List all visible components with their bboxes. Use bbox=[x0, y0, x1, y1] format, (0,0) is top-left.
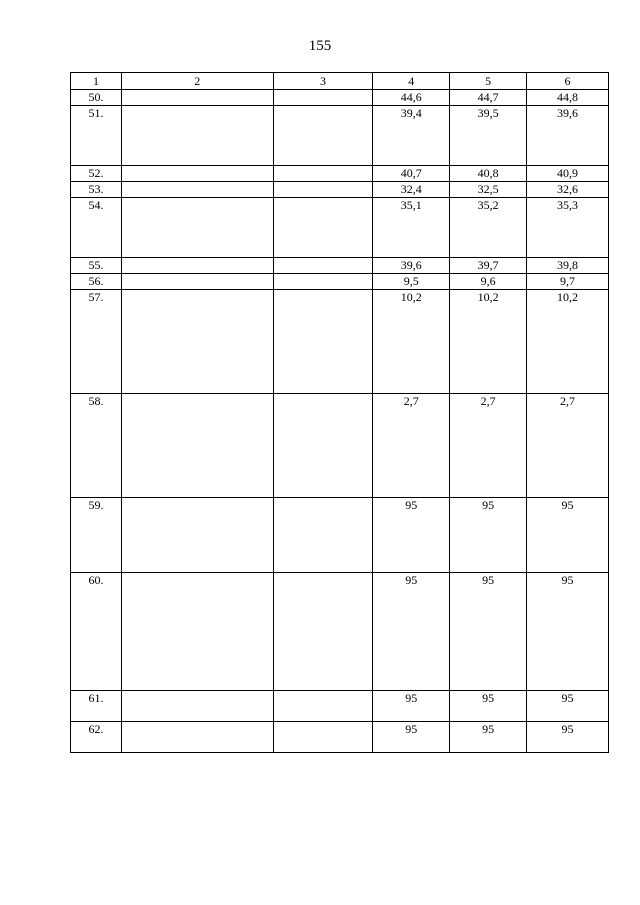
header-col-2: 2 bbox=[121, 73, 273, 90]
row-value-4: 9,5 bbox=[373, 274, 450, 290]
row-value-4: 95 bbox=[373, 691, 450, 722]
table-row bbox=[71, 573, 609, 691]
row-value-6: 32,6 bbox=[527, 182, 609, 198]
row-description bbox=[121, 106, 273, 166]
header-col-3: 3 bbox=[273, 73, 373, 90]
row-number: 53. bbox=[71, 182, 122, 198]
row-value-4: 44,6 bbox=[373, 90, 450, 106]
row-unit bbox=[273, 198, 373, 258]
row-unit bbox=[273, 166, 373, 182]
row-value-4: 32,4 bbox=[373, 182, 450, 198]
table-row bbox=[71, 258, 609, 274]
row-value-6: 35,3 bbox=[527, 198, 609, 258]
row-number: 58. bbox=[71, 394, 122, 498]
row-value-5: 95 bbox=[450, 498, 527, 573]
row-value-6: 39,6 bbox=[527, 106, 609, 166]
row-unit bbox=[273, 258, 373, 274]
row-value-6: 95 bbox=[527, 573, 609, 691]
row-unit bbox=[273, 182, 373, 198]
row-value-4: 10,2 bbox=[373, 290, 450, 394]
row-unit bbox=[273, 274, 373, 290]
table-row bbox=[71, 182, 609, 198]
row-number: 59. bbox=[71, 498, 122, 573]
row-description bbox=[121, 198, 273, 258]
row-unit bbox=[273, 394, 373, 498]
row-unit bbox=[273, 498, 373, 573]
row-value-4: 2,7 bbox=[373, 394, 450, 498]
row-number: 56. bbox=[71, 274, 122, 290]
row-value-6: 95 bbox=[527, 498, 609, 573]
row-description bbox=[121, 258, 273, 274]
table-row bbox=[71, 394, 609, 498]
row-unit bbox=[273, 722, 373, 753]
row-value-4: 40,7 bbox=[373, 166, 450, 182]
row-value-4: 95 bbox=[373, 573, 450, 691]
row-value-5: 95 bbox=[450, 722, 527, 753]
table-row bbox=[71, 722, 609, 753]
row-value-4: 95 bbox=[373, 498, 450, 573]
row-value-6: 95 bbox=[527, 691, 609, 722]
row-value-5: 95 bbox=[450, 573, 527, 691]
row-unit bbox=[273, 106, 373, 166]
table-row bbox=[71, 290, 609, 394]
row-value-6: 95 bbox=[527, 722, 609, 753]
row-number: 55. bbox=[71, 258, 122, 274]
table-row bbox=[71, 166, 609, 182]
row-number: 51. bbox=[71, 106, 122, 166]
header-col-1: 1 bbox=[71, 73, 122, 90]
table-row bbox=[71, 106, 609, 166]
row-value-6: 9,7 bbox=[527, 274, 609, 290]
row-value-5: 39,7 bbox=[450, 258, 527, 274]
row-value-5: 40,8 bbox=[450, 166, 527, 182]
row-number: 52. bbox=[71, 166, 122, 182]
header-col-4: 4 bbox=[373, 73, 450, 90]
row-number: 50. bbox=[71, 90, 122, 106]
row-unit bbox=[273, 290, 373, 394]
row-number: 54. bbox=[71, 198, 122, 258]
row-value-4: 95 bbox=[373, 722, 450, 753]
row-description bbox=[121, 722, 273, 753]
row-unit bbox=[273, 691, 373, 722]
row-value-6: 2,7 bbox=[527, 394, 609, 498]
header-col-6: 6 bbox=[527, 73, 609, 90]
row-description bbox=[121, 691, 273, 722]
row-value-4: 39,4 bbox=[373, 106, 450, 166]
row-unit bbox=[273, 90, 373, 106]
row-description bbox=[121, 498, 273, 573]
row-value-5: 32,5 bbox=[450, 182, 527, 198]
row-value-6: 40,9 bbox=[527, 166, 609, 182]
row-value-6: 44,8 bbox=[527, 90, 609, 106]
row-number: 60. bbox=[71, 573, 122, 691]
indicators-table bbox=[70, 72, 609, 753]
row-number: 62. bbox=[71, 722, 122, 753]
row-number: 57. bbox=[71, 290, 122, 394]
row-number: 61. bbox=[71, 691, 122, 722]
row-description bbox=[121, 90, 273, 106]
row-value-5: 10,2 bbox=[450, 290, 527, 394]
table-row bbox=[71, 498, 609, 573]
table-row bbox=[71, 198, 609, 258]
table-row bbox=[71, 691, 609, 722]
row-value-5: 39,5 bbox=[450, 106, 527, 166]
row-value-4: 35,1 bbox=[373, 198, 450, 258]
row-value-5: 44,7 bbox=[450, 90, 527, 106]
row-value-6: 39,8 bbox=[527, 258, 609, 274]
table-header-row bbox=[71, 73, 609, 90]
row-value-5: 95 bbox=[450, 691, 527, 722]
table-row bbox=[71, 274, 609, 290]
row-value-5: 9,6 bbox=[450, 274, 527, 290]
row-description bbox=[121, 573, 273, 691]
row-value-5: 2,7 bbox=[450, 394, 527, 498]
row-description bbox=[121, 182, 273, 198]
row-description bbox=[121, 290, 273, 394]
row-value-6: 10,2 bbox=[527, 290, 609, 394]
row-value-4: 39,6 bbox=[373, 258, 450, 274]
row-description bbox=[121, 166, 273, 182]
page-number: 155 bbox=[308, 38, 332, 54]
header-col-5: 5 bbox=[450, 73, 527, 90]
row-unit bbox=[273, 573, 373, 691]
row-value-5: 35,2 bbox=[450, 198, 527, 258]
row-description bbox=[121, 274, 273, 290]
row-description bbox=[121, 394, 273, 498]
table-row bbox=[71, 90, 609, 106]
